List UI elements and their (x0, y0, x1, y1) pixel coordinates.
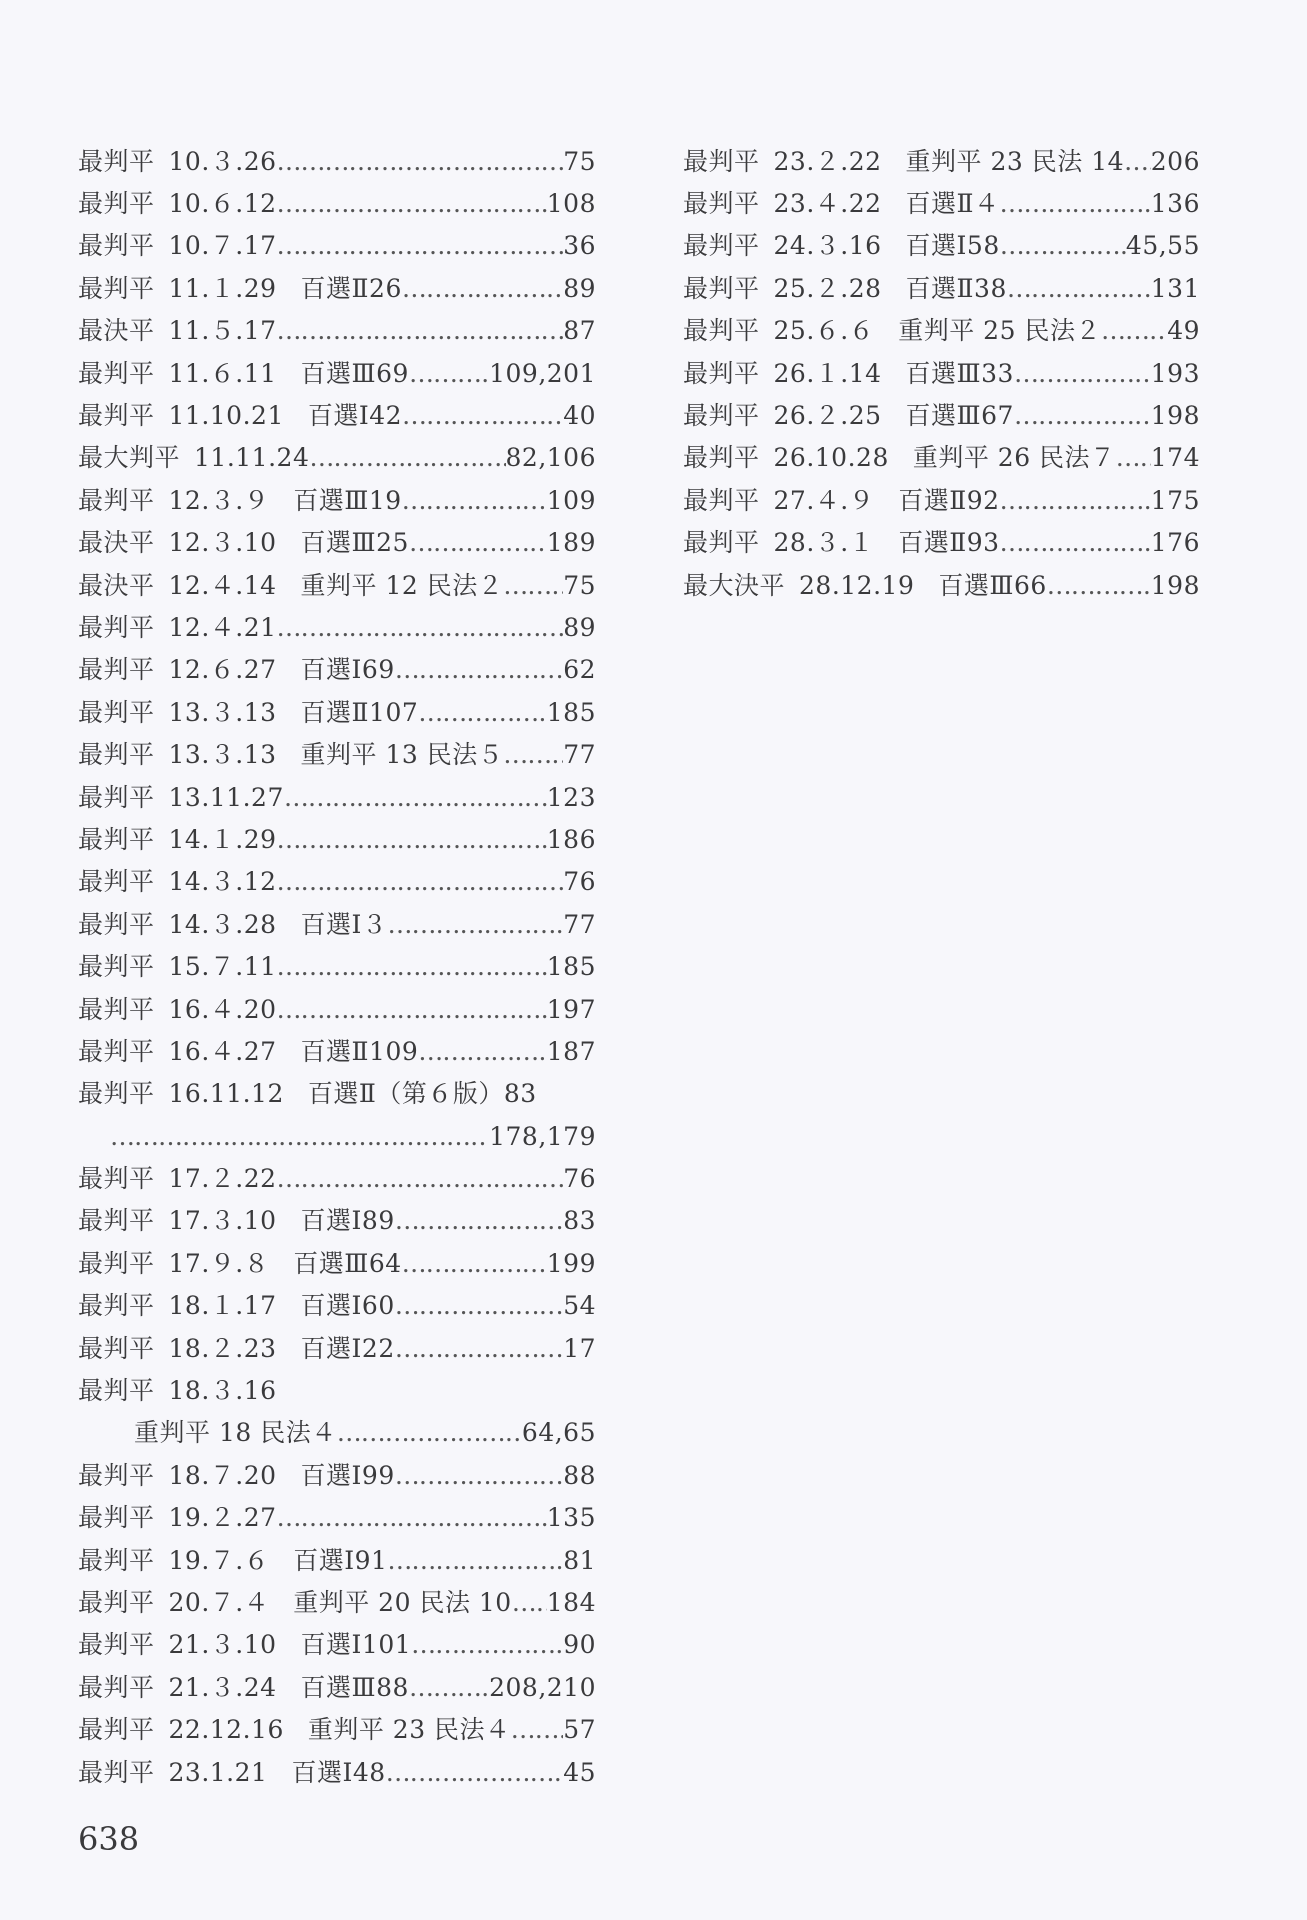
case-source: 重判平 18 民法４ (134, 1418, 337, 1448)
page-reference: 49 (1167, 316, 1200, 346)
dot-leader (337, 1420, 522, 1445)
case-date: 19.２.27 (168, 1503, 277, 1533)
case-entry (78, 182, 596, 224)
court-name: 最判平 (78, 485, 155, 515)
dot-leader (277, 954, 547, 979)
page-reference: 75 (563, 570, 596, 600)
page-reference: 131 (1150, 273, 1200, 303)
case-source: 百選Ⅲ67 (905, 401, 1014, 431)
court-name: 最判平 (78, 994, 155, 1024)
case-entry (683, 310, 1200, 352)
court-name: 最判平 (78, 1672, 155, 1702)
case-date: 18.２.23 (168, 1333, 277, 1363)
case-date: 10.３.26 (168, 146, 277, 176)
case-entry (78, 1369, 596, 1411)
case-source: 百選Ⅲ69 (300, 358, 409, 388)
case-entry (78, 437, 596, 479)
case-source: 百選Ⅲ64 (293, 1248, 402, 1278)
case-date: 11.５.17 (168, 316, 277, 346)
court-name: 最判平 (683, 401, 760, 431)
dot-leader (1000, 488, 1151, 513)
case-entry (78, 1327, 596, 1369)
case-entry (78, 140, 596, 182)
case-entry (683, 140, 1200, 182)
case-entry (78, 1497, 596, 1539)
court-name: 最判平 (78, 824, 155, 854)
court-name: 最判平 (78, 697, 155, 727)
case-date: 11.６.11 (168, 358, 277, 388)
case-date: 14.１.29 (168, 824, 277, 854)
case-date: 26.10.28 (773, 443, 889, 473)
case-entry (78, 267, 596, 309)
case-date: 23.２.22 (773, 146, 882, 176)
case-source: 百選Ⅰ42 (307, 401, 403, 431)
court-name: 最判平 (78, 1545, 155, 1575)
case-source: 百選Ⅰ60 (300, 1291, 395, 1321)
case-source: 百選Ⅰ101 (300, 1630, 412, 1660)
dot-leader (1000, 530, 1151, 555)
case-date: 23.４.22 (773, 189, 882, 219)
case-source: 百選Ⅰ89 (300, 1206, 395, 1236)
dot-leader (512, 1590, 547, 1615)
dot-leader (277, 233, 564, 258)
case-entry (683, 437, 1200, 479)
page-reference: 175 (1150, 485, 1200, 515)
case-entry (78, 1030, 596, 1072)
dot-leader (1000, 191, 1151, 216)
case-entry (683, 394, 1200, 436)
page-reference: 135 (546, 1503, 596, 1533)
court-name: 最大決平 (683, 570, 786, 600)
court-name: 最判平 (683, 358, 760, 388)
case-source: 重判平 12 民法２ (300, 570, 504, 600)
dot-leader (411, 1632, 563, 1657)
case-date: 14.３.12 (168, 867, 277, 897)
case-entry (683, 267, 1200, 309)
case-date: 12.６.27 (168, 655, 277, 685)
dot-leader (277, 1166, 564, 1191)
dot-leader (277, 1505, 547, 1530)
case-source: 百選Ⅱ26 (300, 273, 402, 303)
court-name: 最判平 (78, 867, 155, 897)
case-date: 11.１.29 (168, 273, 277, 303)
case-date: 19.７.６ (168, 1545, 270, 1575)
case-entry (78, 1412, 596, 1454)
case-date: 13.11.27 (168, 782, 284, 812)
dot-leader (1101, 318, 1167, 343)
page-reference: 76 (563, 1164, 596, 1194)
dot-leader (387, 912, 563, 937)
page-reference: 108 (546, 189, 596, 219)
page-reference: 89 (563, 612, 596, 642)
case-date: 13.３.13 (168, 740, 277, 770)
page-reference: 88 (563, 1460, 596, 1490)
case-date: 12.４.21 (168, 612, 277, 642)
case-date: 17.３.10 (168, 1206, 277, 1236)
case-date: 17.９.８ (168, 1248, 270, 1278)
court-name: 最判平 (78, 1333, 155, 1363)
dot-leader (503, 573, 563, 598)
case-source: 百選Ⅲ66 (938, 570, 1047, 600)
page-reference: 87 (563, 316, 596, 346)
dot-leader (409, 361, 489, 386)
dot-leader (395, 657, 563, 682)
page-reference: 198 (1150, 570, 1200, 600)
case-entry (78, 352, 596, 394)
case-source: 重判平 23 民法４ (307, 1715, 511, 1745)
court-name: 最判平 (78, 782, 155, 812)
page-reference: 199 (546, 1248, 596, 1278)
page-reference: 198 (1150, 401, 1200, 431)
case-entry (78, 1454, 596, 1496)
case-source: 百選Ⅰ58 (905, 231, 1000, 261)
case-date: 10.６.12 (168, 189, 277, 219)
page-reference: 187 (546, 1036, 596, 1066)
page-reference: 64,65 (521, 1418, 596, 1448)
case-source: 百選Ⅱ93 (898, 528, 1000, 558)
page-reference: 57 (563, 1715, 596, 1745)
case-entry (78, 1624, 596, 1666)
dot-leader (277, 869, 564, 894)
page-reference: 62 (563, 655, 596, 685)
page-reference: 40 (563, 401, 596, 431)
court-name: 最判平 (78, 1206, 155, 1236)
case-date: 25.６.６ (773, 316, 875, 346)
dot-leader (503, 742, 563, 767)
case-entry (78, 1242, 596, 1284)
case-entry (78, 861, 596, 903)
case-source: 百選Ⅰ48 (291, 1757, 386, 1787)
case-date: 24.３.16 (773, 231, 882, 261)
dot-leader (309, 445, 505, 470)
court-name: 最判平 (78, 273, 155, 303)
case-date: 11.11.24 (194, 443, 310, 473)
page-reference: 109,201 (489, 358, 596, 388)
case-entry (78, 903, 596, 945)
court-name: 最判平 (78, 146, 155, 176)
page-reference: 185 (546, 952, 596, 982)
case-date: 22.12.16 (168, 1715, 284, 1745)
case-entry (683, 352, 1200, 394)
case-entry (78, 225, 596, 267)
case-source: 百選Ⅱ107 (300, 697, 419, 727)
case-entry (78, 1200, 596, 1242)
court-name: 最判平 (683, 273, 760, 303)
case-source: 百選Ⅲ19 (293, 485, 402, 515)
page-reference: 77 (563, 909, 596, 939)
dot-leader (402, 488, 547, 513)
case-entry (78, 606, 596, 648)
case-entry (78, 691, 596, 733)
dot-leader (1007, 276, 1151, 301)
page-reference: 186 (546, 824, 596, 854)
court-name: 最判平 (683, 146, 760, 176)
dot-leader (1014, 403, 1151, 428)
court-name: 最判平 (78, 1376, 155, 1406)
case-source: 百選Ⅰ22 (300, 1333, 395, 1363)
case-source: 重判平 26 民法７ (912, 443, 1116, 473)
case-date: 21.３.10 (168, 1630, 277, 1660)
dot-leader (387, 1548, 563, 1573)
dot-leader (110, 1124, 489, 1149)
case-entry (78, 310, 596, 352)
page-reference: 197 (546, 994, 596, 1024)
case-date: 28.12.19 (799, 570, 915, 600)
case-entry (78, 1285, 596, 1327)
case-entry (683, 522, 1200, 564)
page-reference: 189 (546, 528, 596, 558)
court-name: 最判平 (78, 1036, 155, 1066)
case-entry (78, 522, 596, 564)
case-entry (683, 182, 1200, 224)
page-reference: 45,55 (1125, 231, 1200, 261)
case-source: 百選Ⅲ88 (300, 1672, 409, 1702)
case-source: 重判平 20 民法 10 (293, 1587, 512, 1617)
case-date: 18.７.20 (168, 1460, 277, 1490)
court-name: 最決平 (78, 528, 155, 558)
court-name: 最判平 (683, 316, 760, 346)
case-source: 百選Ⅲ33 (905, 358, 1014, 388)
court-name: 最判平 (78, 1503, 155, 1533)
court-name: 最判平 (78, 401, 155, 431)
case-date: 16.４.20 (168, 994, 277, 1024)
case-entry (683, 479, 1200, 521)
page-reference: 90 (563, 1630, 596, 1660)
page-reference: 45 (563, 1757, 596, 1787)
case-date: 26.２.25 (773, 401, 882, 431)
case-source: 重判平 13 民法５ (300, 740, 504, 770)
court-name: 最判平 (78, 740, 155, 770)
dot-leader (395, 1463, 563, 1488)
court-name: 最判平 (683, 189, 760, 219)
dot-leader (402, 1251, 547, 1276)
case-source: 百選Ⅰ69 (300, 655, 395, 685)
dot-leader (277, 997, 547, 1022)
case-source: 百選Ⅱ109 (300, 1036, 419, 1066)
court-name: 最判平 (78, 231, 155, 261)
court-name: 最判平 (683, 528, 760, 558)
court-name: 最判平 (78, 1587, 155, 1617)
case-date: 25.２.28 (773, 273, 882, 303)
case-date: 11.10.21 (168, 401, 284, 431)
page-reference: 77 (563, 740, 596, 770)
case-entry (78, 1708, 596, 1750)
page-reference: 185 (546, 697, 596, 727)
dot-leader (402, 276, 563, 301)
court-name: 最判平 (683, 485, 760, 515)
dot-leader (284, 785, 547, 810)
case-entry (78, 649, 596, 691)
case-date: 16.４.27 (168, 1036, 277, 1066)
court-name: 最判平 (78, 1291, 155, 1321)
dot-leader (1116, 445, 1151, 470)
dot-leader (395, 1336, 563, 1361)
case-date: 15.７.11 (168, 952, 277, 982)
dot-leader (277, 827, 547, 852)
case-source: 百選Ⅰ３ (300, 909, 388, 939)
court-name: 最判平 (78, 1079, 155, 1109)
dot-leader (395, 1208, 563, 1233)
page-reference: 83 (563, 1206, 596, 1236)
dot-leader (1124, 149, 1151, 174)
case-source: 重判平 25 民法２ (898, 316, 1101, 346)
dot-leader (386, 1760, 564, 1785)
court-name: 最判平 (78, 1164, 155, 1194)
case-entry (78, 479, 596, 521)
page-reference: 76 (563, 867, 596, 897)
case-source: 百選Ⅰ99 (300, 1460, 395, 1490)
case-source: 百選Ⅰ91 (293, 1545, 388, 1575)
case-source: 重判平 23 民法 14 (905, 146, 1125, 176)
page-reference: 136 (1150, 189, 1200, 219)
case-date: 10.７.17 (168, 231, 277, 261)
dot-leader (402, 403, 563, 428)
case-entry (683, 225, 1200, 267)
court-name: 最判平 (78, 1460, 155, 1490)
dot-leader (277, 615, 564, 640)
case-entry (78, 776, 596, 818)
dot-leader (277, 149, 564, 174)
case-source: 百選Ⅲ25 (300, 528, 409, 558)
right-column (683, 140, 1200, 606)
page-reference: 206 (1150, 146, 1200, 176)
dot-leader (1047, 573, 1151, 598)
dot-leader (395, 1293, 563, 1318)
court-name: 最判平 (78, 189, 155, 219)
court-name: 最決平 (78, 316, 155, 346)
dot-leader (418, 1039, 547, 1064)
left-column (78, 140, 596, 1793)
page-reference: 178,179 (489, 1121, 596, 1151)
page-reference: 184 (546, 1587, 596, 1617)
case-source: 百選Ⅱ92 (898, 485, 1000, 515)
page-reference: 176 (1150, 528, 1200, 558)
page-reference: 36 (563, 231, 596, 261)
case-date: 18.３.16 (168, 1376, 277, 1406)
page-reference: 75 (563, 146, 596, 176)
dot-leader (1000, 233, 1126, 258)
case-entry (78, 988, 596, 1030)
case-source: 百選Ⅱ４ (905, 189, 1000, 219)
dot-leader (418, 700, 547, 725)
case-date: 14.３.28 (168, 909, 277, 939)
page-reference: 109 (546, 485, 596, 515)
case-date: 27.４.９ (773, 485, 875, 515)
page-reference: 193 (1150, 358, 1200, 388)
dot-leader (277, 318, 564, 343)
case-date: 28.３.１ (773, 528, 875, 558)
court-name: 最判平 (78, 1248, 155, 1278)
case-date: 12.３.９ (168, 485, 270, 515)
case-date: 12.３.10 (168, 528, 277, 558)
dot-leader (409, 1675, 489, 1700)
case-entry (78, 564, 596, 606)
court-name: 最判平 (78, 909, 155, 939)
case-entry (78, 1115, 596, 1157)
page-number: 638 (78, 1820, 140, 1858)
dot-leader (409, 530, 547, 555)
court-name: 最判平 (78, 1715, 155, 1745)
case-date: 18.１.17 (168, 1291, 277, 1321)
case-date: 21.３.24 (168, 1672, 277, 1702)
court-name: 最決平 (78, 570, 155, 600)
case-entry (78, 1666, 596, 1708)
dot-leader (1014, 361, 1151, 386)
case-entry (78, 394, 596, 436)
case-entry (78, 1751, 596, 1793)
court-name: 最判平 (78, 1757, 155, 1787)
page-reference: 81 (563, 1545, 596, 1575)
page-reference: 174 (1150, 443, 1200, 473)
page-reference: 123 (546, 782, 596, 812)
case-date: 26.１.14 (773, 358, 882, 388)
court-name: 最判平 (78, 612, 155, 642)
page-reference: 17 (563, 1333, 596, 1363)
court-name: 最判平 (683, 443, 760, 473)
case-source: 百選Ⅱ（第６版）83 (307, 1079, 537, 1109)
court-name: 最判平 (683, 231, 760, 261)
page-reference: 82,106 (505, 443, 596, 473)
case-entry (78, 1539, 596, 1581)
court-name: 最大判平 (78, 443, 181, 473)
case-source: 百選Ⅱ38 (905, 273, 1007, 303)
court-name: 最判平 (78, 952, 155, 982)
case-date: 23.1.21 (168, 1757, 268, 1787)
page-reference: 208,210 (489, 1672, 596, 1702)
case-entry (78, 1157, 596, 1199)
court-name: 最判平 (78, 358, 155, 388)
dot-leader (277, 191, 547, 216)
case-date: 13.３.13 (168, 697, 277, 727)
case-entry (78, 945, 596, 987)
court-name: 最判平 (78, 1630, 155, 1660)
court-name: 最判平 (78, 655, 155, 685)
case-entry (683, 564, 1200, 606)
case-date: 20.７.４ (168, 1587, 270, 1617)
dot-leader (511, 1717, 564, 1742)
page-reference: 89 (563, 273, 596, 303)
case-date: 17.２.22 (168, 1164, 277, 1194)
case-date: 16.11.12 (168, 1079, 284, 1109)
case-entry (78, 733, 596, 775)
case-date: 12.４.14 (168, 570, 277, 600)
case-entry (78, 1073, 596, 1115)
case-entry (78, 818, 596, 860)
page-reference: 54 (563, 1291, 596, 1321)
case-entry (78, 1581, 596, 1623)
